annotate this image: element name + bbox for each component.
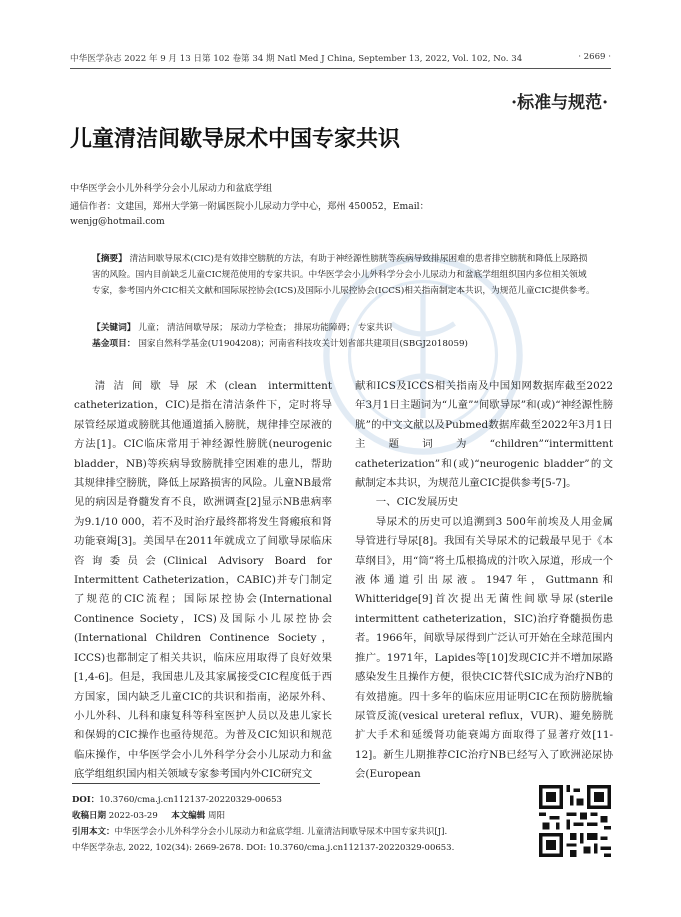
article-title: 儿童清洁间歇导尿术中国专家共识 (70, 126, 401, 152)
received-line (72, 809, 225, 821)
citation-line-1 (72, 825, 447, 837)
doi-label: DOI： (72, 795, 100, 805)
author-group: 中华医学会小儿外科学分会小儿尿动力和盆底学组 (70, 183, 273, 194)
received-label: 收稿日期 (72, 811, 107, 821)
keywords (92, 321, 393, 333)
email-link[interactable]: wenjg@hotmail.com (70, 216, 165, 227)
doi-link[interactable]: 10.3760/cma.j.cn112137-20220329-00653 (99, 795, 282, 805)
received-date: 2022-03-29 (108, 811, 158, 821)
funding (92, 337, 468, 349)
footnote-rule (72, 783, 320, 784)
abstract (92, 252, 595, 299)
keywords-text: 儿童； 清洁间歇导尿； 尿动力学检查； 排尿功能障碍； 专家共识 (138, 323, 393, 333)
citation-line-2: 中华医学杂志, 2022, 102(34): 2669-2678. DOI: 10.3760/cma.j.cn112137-20220329-00653. (72, 843, 455, 853)
body-paragraph: 导尿术的历史可以追溯到3 500年前埃及人用金属导管进行导尿[8]。我国有关导尿术的记载最早见于《本草纲目》，用“筒”将土瓜根捣成的汁吹入尿道，形成一个液体通道引出尿液。1947年，Guttmann和Whitteridge[9]首次提出无菌性间歇导尿(sterile intermittent catheterization，SIC)治疗脊髓损伤患者。1966年，间歇导尿得到广泛认可开始在全球范围内推广。1971年，Lapides等[10]发现CIC并不增加尿路感染发生且操作方便，很快CIC替代SIC成为治疗NB的有效措施。四十多年的临床应用证明CIC在预防膀胱输尿管反流(vesical ureteral reflux，VUR)、避免膀胱扩大手术和延缓肾功能衰竭方面取得了显著疗效[11-12]。新生儿期推荐CIC治疗NB已经写入了欧洲泌尿协会(European (355, 515, 613, 781)
doi-line (72, 793, 282, 805)
body-right-column (355, 377, 613, 785)
section-label: ·标准与规范· (511, 93, 608, 113)
body-paragraph: 清洁间歇导尿术(clean intermittent catheterization，CIC)是指在清洁条件下，定时将导尿管经尿道或膀胱其他通道插入膀胱，规律排空尿液的方法[1]。CIC临床常用于神经源性膀胱(neurogenic bladder，NB)等疾病导致膀胱排空困难的患儿，帮助其规律排空膀胱，降低上尿路损害的风险。儿童NB最常见的病因是脊髓发育不良，欧洲调查[2]显示NB患病率为9.1/10 000，若不及时治疗最终都将发生肾瘢痕和肾功能衰竭[3]。美国早在2011年就成立了间歇导尿临床咨询委员会(Clinical Advisory Board for Intermittent Catheterization，CABIC)并专门制定了规范的CIC流程；国际尿控协会(International Continence Society，ICS)及国际小儿尿控协会(International Children Continence Society，ICCS)也都制定了相关共识，临床应用取得了良好效果[1,4-6]。但是，我国患儿及其家属接受CIC程度低于西方国家，国内缺乏儿童CIC的共识和指南，泌尿外科、小儿外科、儿科和康复科等科室医护人员以及患儿家长和保姆的CIC操作也亟待规范。为普及CIC知识和规范临床操作，中华医学会小儿外科学分会小儿尿动力和盆底学组组织国内相关领域专家参考国内外CIC研究文 (74, 380, 332, 781)
running-head: 中华医学杂志 2022 年 9 月 13 日第 102 卷第 34 期 Natl Med J China, September 13, 2022, Vol. 102, No. 34 (70, 54, 523, 64)
page-number: · 2669 · (578, 52, 611, 62)
body-paragraph: 献和ICS及ICCS相关指南及中国知网数据库截至2022年3月1日主题词为“儿童”“间歇导尿”和(或)“神经源性膀胱”的中文文献以及Pubmed数据库截至2022年3月1日主题词为“children”“intermittent catheterization”和(或)“neurogenic bladder”的文献制定本共识，为规范儿童CIC提供参考[5-7]。 (355, 380, 613, 490)
editor-label: 本文编辑 (171, 811, 206, 821)
abstract-text: 清洁间歇导尿术(CIC)是有效排空膀胱的方法，有助于神经源性膀胱等疾病导致排尿困难的患者排空膀胱和降低上尿路损害的风险。国内目前缺乏儿童CIC规范使用的专家共识。中华医学会小儿外科学分会小儿尿动力和盆底学组组织国内多位相关领域专家，参考国内外CIC相关文献和国际尿控协会(ICS)及国际小儿尿控协会(ICCS)相关指南制定本共识，为规范儿童CIC提供参考。 (92, 254, 595, 296)
funding-label: 基金项目： (92, 339, 136, 349)
abstract-label: 【摘要】 (92, 254, 127, 264)
correspondence: 通信作者：文建国，郑州大学第一附属医院小儿尿动力学中心，郑州 450052，Email： (70, 201, 429, 212)
cite-text-1: 中华医学会小儿外科学分会小儿尿动力和盆底学组. 儿童清洁间歇导尿术中国专家共识[J]. (114, 827, 448, 837)
header-rule (70, 68, 611, 69)
keywords-label: 【关键词】 (92, 323, 136, 333)
funding-text: 国家自然科学基金(U1904208)；河南省科技攻关计划省部共建项目(SBGJ2018059) (138, 339, 468, 349)
body-left-column (74, 377, 332, 785)
qr-code-icon[interactable] (539, 785, 611, 857)
cite-label: 引用本文： (72, 827, 115, 837)
editor-name: 周阳 (207, 811, 225, 821)
section-heading: 一、CIC发展历史 (375, 496, 459, 509)
